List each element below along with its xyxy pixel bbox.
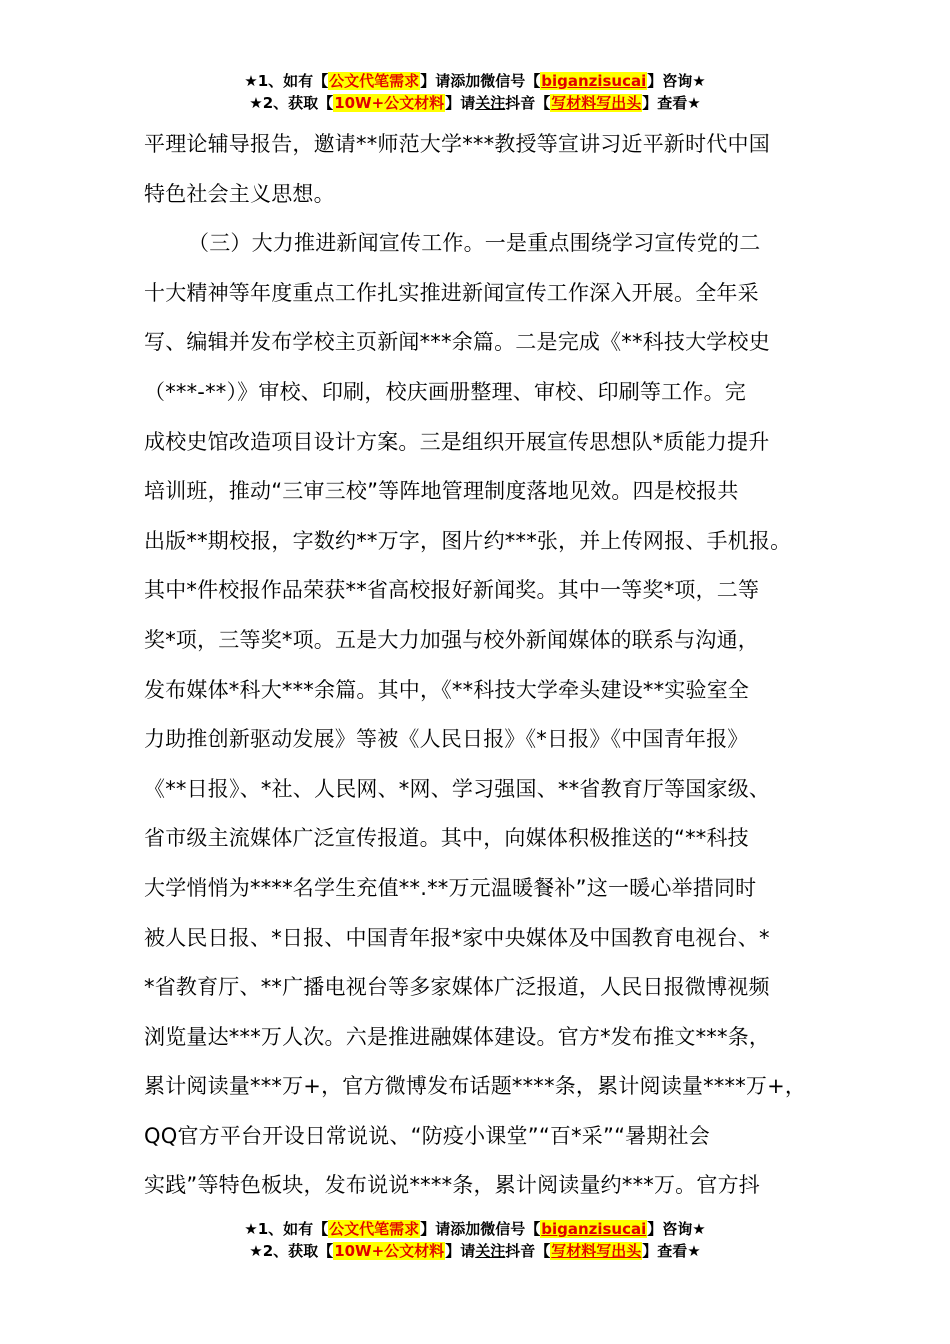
- body-line: 累计阅读量***万+，官方微博发布话题****条，累计阅读量****万+，: [144, 1074, 807, 1099]
- banner-line-1: [0, 70, 950, 92]
- body-line: 省市级主流媒体广泛宣传报道。其中，向媒体积极推送的“**科技: [144, 826, 749, 851]
- body-line: 《**日报》、*社、人民网、*网、学习强国、**省教育厅等国家级、: [144, 776, 771, 801]
- top-banner: [0, 70, 950, 114]
- banner-highlight: 公文代笔需求: [329, 1220, 420, 1238]
- banner-line-2: [0, 92, 950, 114]
- body-line: QQ官方平台开设日常说说、“防疫小课堂”“百*采”“暑期社会: [144, 1123, 710, 1148]
- banner-text: ★1、如有【: [244, 1220, 329, 1238]
- banner-highlight: 公文代笔需求: [329, 72, 420, 90]
- banner-text: 】请添加微信号【: [420, 1220, 541, 1238]
- body-line: 被人民日报、*日报、中国青年报*家中央媒体及中国教育电视台、*: [144, 925, 770, 950]
- body-line: *省教育厅、**广播电视台等多家媒体广泛报道，人民日报微博视频: [144, 975, 770, 1000]
- banner-text: 抖音【: [505, 94, 551, 112]
- body-line: 成校史馆改造项目设计方案。三是组织开展宣传思想队*质能力提升: [144, 429, 770, 454]
- douyin-account-link[interactable]: 写材料写出头: [551, 1242, 642, 1260]
- wechat-id-link[interactable]: biganzisucai: [541, 1220, 647, 1238]
- banner-highlight: 10W+公文材料: [334, 1242, 445, 1260]
- banner-text: 】请添加微信号【: [420, 72, 541, 90]
- banner-text: ★1、如有【: [244, 72, 329, 90]
- banner-text: 】请: [445, 1242, 476, 1260]
- body-line: 平理论辅导报告，邀请**师范大学***教授等宣讲习近平新时代中国: [144, 132, 770, 156]
- banner-text: ★2、获取【: [249, 1242, 334, 1260]
- section-heading-line: （三）大力推进新闻宣传工作。一是重点围绕学习宣传党的二: [188, 231, 761, 256]
- bottom-banner: [0, 1218, 950, 1262]
- banner-highlight: 10W+公文材料: [334, 94, 445, 112]
- banner-line-2: [0, 1240, 950, 1262]
- document-body: [144, 120, 824, 1211]
- body-line: 特色社会主义思想。: [144, 181, 335, 206]
- banner-line-1: [0, 1218, 950, 1240]
- banner-text: 】查看★: [642, 94, 701, 112]
- banner-text: 】咨询★: [647, 1220, 706, 1238]
- body-line: （***-**）》审校、印刷，校庆画册整理、审校、印刷等工作。完: [144, 379, 746, 404]
- body-line: 培训班，推动“三审三校”等阵地管理制度落地见效。四是校报共: [144, 479, 739, 504]
- body-line: 写、编辑并发布学校主页新闻***余篇。二是完成《**科技大学校史: [144, 330, 770, 355]
- body-line: 奖*项，三等奖*项。五是大力加强与校外新闻媒体的联系与沟通，: [144, 627, 759, 652]
- banner-text: 】查看★: [642, 1242, 701, 1260]
- banner-text: 】请: [445, 94, 476, 112]
- banner-text: 关注: [475, 1242, 506, 1260]
- body-line: 出版**期校报，字数约**万字，图片约***张，并上传网报、手机报。: [144, 528, 792, 553]
- banner-text: 抖音【: [505, 1242, 551, 1260]
- body-line: 实践”等特色板块，发布说说****条，累计阅读量约***万。官方抖: [144, 1173, 760, 1198]
- body-line: 发布媒体*科大***余篇。其中，《**科技大学牵头建设**实验室全: [144, 677, 750, 702]
- wechat-id-link[interactable]: biganzisucai: [541, 72, 647, 90]
- body-line: 大学悄悄为****名学生充值**.**万元温暖餐补”这一暖心举措同时: [144, 875, 757, 900]
- body-line: 十大精神等年度重点工作扎实推进新闻宣传工作深入开展。全年采: [144, 280, 759, 305]
- banner-text: 】咨询★: [647, 72, 706, 90]
- douyin-account-link[interactable]: 写材料写出头: [551, 94, 642, 112]
- banner-text: 关注: [475, 94, 506, 112]
- body-line: 力助推创新驱动发展》等被《人民日报》《*日报》《中国青年报》: [144, 727, 749, 752]
- body-line: 其中*件校报作品荣获**省高校报好新闻奖。其中一等奖*项，二等: [144, 578, 760, 603]
- banner-text: ★2、获取【: [249, 94, 334, 112]
- body-line: 浏览量达***万人次。六是推进融媒体建设。官方*发布推文***条，: [144, 1024, 771, 1049]
